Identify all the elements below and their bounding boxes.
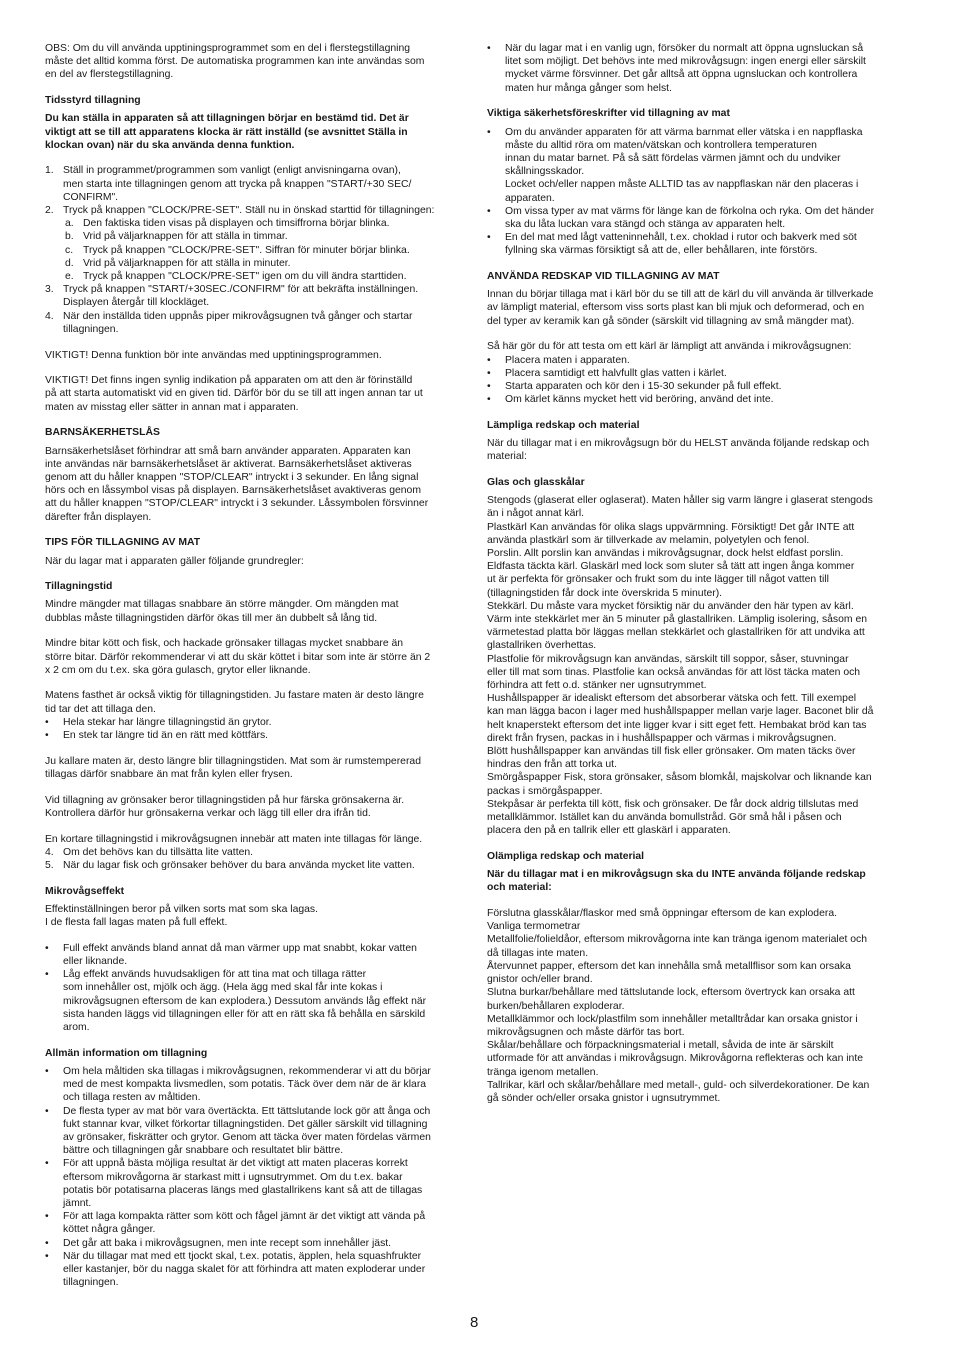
important-note-1: VIKTIGT! Denna funktion bör inte användas med upptiningsprogrammen. xyxy=(45,349,382,361)
numbered-item xyxy=(45,204,469,217)
list-item-text: Starta apparaten och kör den i 15-30 sekunder på full effekt. xyxy=(505,380,782,392)
list-item xyxy=(45,716,469,729)
item-number: 5. xyxy=(45,859,54,871)
unsuitable-heading: Olämpliga redskap och material xyxy=(487,850,645,862)
list-item-text: En stek tar längre tid än en rätt med köttfärs. xyxy=(63,730,269,742)
utensils-heading: ANVÄNDA REDSKAP VID TILLAGNING AV MAT xyxy=(487,271,720,283)
bullet-marker: • xyxy=(45,730,49,742)
bullet-marker: • xyxy=(487,367,491,379)
power-bullets xyxy=(45,942,469,1034)
timed-cooking-heading: Tidsstyrd tillagning xyxy=(45,95,141,107)
power-heading: Mikrovågseffekt xyxy=(45,885,125,897)
glass-heading: Glas och glasskålar xyxy=(487,476,585,488)
bullet-marker: • xyxy=(45,1211,49,1223)
oven-bullet-list xyxy=(487,42,911,95)
child-lock-text: Barnsäkerhetslåset förhindrar att små barn använder apparaten. Apparaten kan inte användas när barnsäkerhetslåset är aktiverat. Barnsäkerhetslåset aktiveras genom att du håller knappen "STOP/CLEAR" intryckt i 3 sekunder. En lång signal hörs och en låssymbol visas på displayen. Barnsäkerhetslåset avaktiveras genom att du håller knappen "STOP/CLEAR" intryckt i 3 sekunder. Låssymbolen försvinner därefter från displayen. xyxy=(45,445,429,523)
list-item-text: De flesta typer av mat bör vara övertäckta. Ett tättslutande lock gör att ånga och fukt stannar kvar, vilket förkortar tillagningstiden. Det gäller särskilt vid tillagning av grönsaker, fiskrätter och grytor. Genom att täcka över maten fördelas värmen bättre och tillagningen går snabbare och resultatet blir bättre. xyxy=(63,1105,431,1157)
cooking-time-p5: Vid tillagning av grönsaker beror tillagningstiden på hur färska grönsakerna är. Kontrollera därför hur grönsakerna verkar och lägg till eller dra ifrån tid. xyxy=(45,794,405,819)
important-note-2: VIKTIGT! Det finns ingen synlig indikation på apparaten om att den är förinställd på att starta automatiskt vid en given tid. Därför bör du se till att ingen annan tar ut maten av misstag eller sätter in annan mat i apparaten. xyxy=(45,375,423,413)
numbered-item xyxy=(45,230,469,243)
list-item-text: När du lagar mat i en vanlig ugn, försöker du normalt att öppna ugnsluckan så litet som möjligt. Det behövs inte med mikrovågsugn: ingen energi eller särskilt mycket värme försvinner. Det går alltså att öppna ugnsluckan och kontrollera maten hur många gånger som helst. xyxy=(505,43,866,94)
cooking-time-p3: Matens fasthet är också viktig för tillagningstiden. Ju fastare maten är desto längre tid tar det att tillaga den. xyxy=(45,690,424,715)
list-item xyxy=(487,393,911,406)
item-number: 4. xyxy=(45,846,54,858)
item-number: 2. xyxy=(45,205,54,217)
cooking-time-numbered xyxy=(45,846,469,872)
item-number: b. xyxy=(65,231,74,243)
numbered-item-text: Tryck på knappen "CLOCK/PRE-SET" igen om du vill ändra starttiden. xyxy=(83,271,407,283)
cooking-time-heading: Tillagningstid xyxy=(45,581,113,593)
list-item-text: Hela stekar har längre tillagningstid än grytor. xyxy=(63,716,272,728)
child-lock-heading: BARNSÄKERHETSLÅS xyxy=(45,427,160,439)
list-item xyxy=(45,1105,469,1158)
right-column xyxy=(487,42,911,1118)
item-number: 1. xyxy=(45,165,54,177)
item-number: c. xyxy=(65,244,74,256)
general-info-bullets xyxy=(45,1065,469,1289)
numbered-item xyxy=(45,859,469,872)
numbered-item-text: Tryck på knappen "CLOCK/PRE-SET". Siffran för minuter börjar blinka. xyxy=(83,244,410,256)
glass-text: Stengods (glaserat eller oglaserat). Maten håller sig varm längre i glaserat stengods än i något annat kärl. Plastkärl Kan användas för olika slags uppvärmning. Försiktigt! Det går INTE att använda plastkärl som är tillverkade av melamin, polyetylen och fenol. Porslin. Allt porslin kan användas i mikrovågsugnar, dock helst eldfast porslin. Eldfasta täckta kärl. Glaskärl med lock som sluter så tätt att ingen ånga kommer ut är perfekta för grönsaker och frukt som du inte lägger till något vatten till (tillagningstiden får dock inte överskrida 5 minuter). Stekkärl. Du måste vara mycket försiktig när du använder den här typen av kärl. Värm inte stekkärlet mer än 5 minuter på glastallriken. Lämplig isolering, såsom en värmetestad platta bör läggas mellan stekkärlet och glastallriken för att undvika att glastallriken överhettas. Plastfolie för mikrovågsugn kan användas, särskilt till soppor, såser, stuvningar eller till mat som tinas. Plastfolie kan också användas för att löst täcka maten och förhindra att fett o.d. stänker ner ugnsutrymmet. Hushållspapper är idealiskt eftersom det absorberar vätska och fett. Till exempel kan man lägga bacon i lager med hushållspapper mellan varje lager. Baconet blir då helt knaperstekt eftersom det inte ligger kvar i sitt eget fett. Hembakat bröd kan tas direkt från frysen, packas in i hushållspapper och värmas i mikrovågsugnen. Blött hushållspapper kan användas till fisk eller grönsaker. Om maten täcks över hindras den från att torka ut. Smörgåspapper Fisk, stora grönsaker, såsom blomkål, majskolvar och liknande kan packas i smörgåspapper. Stekpåsar är perfekta till kött, fisk och grönsaker. De får dock aldrig tillslutas med metallklämmor. Istället kan du använda bomullstråd. Gör små hål i påsen och placera den på en tallrik eller ett glaskärl i apparaten. xyxy=(487,495,874,837)
bullet-marker: • xyxy=(45,1237,49,1249)
list-item xyxy=(45,1210,469,1236)
numbered-item-text: Vrid på väljarknappen för att ställa in minuter. xyxy=(83,257,291,269)
list-item-text: Om kärlet känns mycket hett vid beröring, använd det inte. xyxy=(505,394,774,406)
list-item xyxy=(487,354,911,367)
safety-bullets xyxy=(487,126,911,258)
numbered-item xyxy=(45,310,469,336)
bullet-marker: • xyxy=(487,232,491,244)
bullet-marker: • xyxy=(45,1158,49,1170)
list-item-text: Om vissa typer av mat värms för länge kan de förkolna och ryka. Om det händer ska du låta luckan vara stängd och stänga av apparaten helt. xyxy=(505,205,875,230)
cooking-time-p1: Mindre mängder mat tillagas snabbare än större mängder. Om mängden mat dubblas måste tillagningstiden därför ökas till mer än dubbelt så lång tid. xyxy=(45,599,399,624)
left-column xyxy=(45,42,469,1302)
list-item-text: En del mat med lågt vatteninnehåll, t.ex. choklad i rutor och bakverk med söt fyllning ska värmas försiktigt så att de, eller behållaren, inte förstörs. xyxy=(505,232,857,257)
numbered-item-text: Tryck på knappen "CLOCK/PRE-SET". Ställ nu in önskad starttid för tillagningen: xyxy=(63,205,435,217)
numbered-item-text: Tryck på knappen "START/+30SEC./CONFIRM" för att bekräfta inställningen. Displayen återgår till klockläget. xyxy=(63,284,419,309)
numbered-item xyxy=(45,846,469,859)
bullet-marker: • xyxy=(487,126,491,138)
cooking-time-p2: Mindre bitar kött och fisk, och hackade grönsaker tillagas mycket snabbare än större bitar. Därför rekommenderar vi att du skär köttet i bitar som inte är större än 2 x 2 cm om du t.ex. ska göra gulasch, grytor eller liknande. xyxy=(45,638,431,676)
list-item-text: Om du använder apparaten för att värma barnmat eller vätska i en nappflaska måste du alltid röra om maten/vätskan och kontrollera temperaturen innan du matar barnet. På så sätt fördelas värmen jämnt och du undviker skållningsskador. Locket och/eller nappen måste ALLTID tas av nappflaskan när den placeras i apparaten. xyxy=(505,126,863,204)
bullet-marker: • xyxy=(487,380,491,392)
list-item-text: När du tillagar mat med ett tjockt skal, t.ex. potatis, äpplen, hela squashfrukter eller kastanjer, bör du nagga skalet för att förhindra att maten exploderar under tillagningen. xyxy=(63,1250,426,1289)
list-item-text: För att uppnå bästa möjliga resultat är det viktigt att maten placeras korrekt eftersom mikrovågorna är starkast mitt i ugnsutrymmet. Om du t.ex. bakar potatis bör potatisarna placeras längs med glastallrikens kant så att de tillagas jämnt. xyxy=(63,1158,423,1209)
list-item xyxy=(45,1250,469,1290)
bullet-marker: • xyxy=(487,394,491,406)
bullet-marker: • xyxy=(45,1250,49,1262)
list-item-text: Full effekt används bland annat då man värmer upp mat snabbt, kokar vatten eller liknande. xyxy=(63,942,417,967)
list-item xyxy=(487,380,911,393)
list-item xyxy=(45,968,469,1034)
bullet-marker: • xyxy=(487,354,491,366)
bullet-marker: • xyxy=(45,716,49,728)
bullet-marker: • xyxy=(45,1065,49,1077)
unsuitable-intro: När du tillagar mat i en mikrovågsugn ska du INTE använda följande redskap och material: xyxy=(487,869,866,894)
numbered-item-text: När du lagar fisk och grönsaker behöver du bara använda mycket lite vatten. xyxy=(63,859,415,871)
utensils-p1: Innan du börjar tillaga mat i kärl bör du se till att de kärl du vill använda är tillverkade av lämpligt material, eftersom viss sorts plast kan bli mjuk och deformerad, och en del typer av keramik kan gå sönder (särskilt vid tillagning av små mängder mat). xyxy=(487,289,874,327)
utensils-p2: Så här gör du för att testa om ett kärl är lämpligt att använda i mikrovågsugnen: xyxy=(487,341,852,353)
list-item xyxy=(45,942,469,968)
item-number: a. xyxy=(65,218,74,230)
numbered-item-text: Ställ in programmet/programmen som vanligt (enligt anvisningarna ovan), men starta inte tillagningen genom att trycka på knappen "START/+30 SEC/ CONFIRM". xyxy=(63,165,412,203)
timed-cooking-intro: Du kan ställa in apparaten så att tillagningen börjar en bestämd tid. Det är viktigt att se till att apparatens klocka är rätt inställd (se avsnittet Ställa in klockan ovan) när du ska använda denna funktion. xyxy=(45,113,409,151)
bullet-marker: • xyxy=(487,205,491,217)
item-number: 3. xyxy=(45,284,54,296)
page-number: 8 xyxy=(470,1314,479,1331)
general-info-heading: Allmän information om tillagning xyxy=(45,1047,208,1059)
cooking-time-p6: En kortare tillagningstid i mikrovågsugnen innebär att maten inte tillagas för länge. xyxy=(45,833,423,845)
list-item-text: Det går att baka i mikrovågsugnen, men inte recept som innehåller jäst. xyxy=(63,1237,392,1249)
cooking-time-p4: Ju kallare maten är, desto längre blir tillagningstiden. Mat som är rumstempererad tillagas därför snabbare än mat från kylen eller frysen. xyxy=(45,755,421,780)
list-item xyxy=(487,205,911,231)
list-item xyxy=(45,1065,469,1105)
list-item xyxy=(487,42,911,95)
numbered-item xyxy=(45,164,469,204)
power-intro: Effektinställningen beror på vilken sorts mat som ska lagas. I de flesta fall lagas maten på full effekt. xyxy=(45,903,318,929)
list-item-text: Placera samtidigt ett halvfullt glas vatten i kärlet. xyxy=(505,367,727,379)
utensil-test-bullets xyxy=(487,354,911,407)
list-item-text: Placera maten i apparaten. xyxy=(505,354,630,366)
numbered-item xyxy=(45,270,469,283)
tips-heading: TIPS FÖR TILLAGNING AV MAT xyxy=(45,537,201,549)
numbered-item-text: Om det behövs kan du tillsätta lite vatten. xyxy=(63,846,254,858)
list-item xyxy=(45,1157,469,1210)
item-number: 4. xyxy=(45,310,54,322)
list-item xyxy=(487,126,911,205)
bullet-marker: • xyxy=(45,1105,49,1117)
bullet-marker: • xyxy=(487,43,491,54)
bullet-marker: • xyxy=(45,942,49,954)
bullet-marker: • xyxy=(45,969,49,981)
tips-intro: När du lagar mat i apparaten gäller följande grundregler: xyxy=(45,555,304,567)
numbered-item xyxy=(45,217,469,230)
list-item-text: För att laga kompakta rätter som kött och fågel jämnt är det viktigt att vända på köttet några gånger. xyxy=(63,1211,426,1236)
list-item xyxy=(45,1237,469,1250)
list-item xyxy=(487,367,911,380)
list-item xyxy=(487,231,911,257)
numbered-item-text: Vrid på väljarknappen för att ställa in timmar. xyxy=(83,231,288,243)
numbered-item-text: Den faktiska tiden visas på displayen och timsiffrorna börjar blinka. xyxy=(83,218,390,230)
numbered-item xyxy=(45,283,469,309)
timed-cooking-steps xyxy=(45,164,469,336)
numbered-item-text: När den inställda tiden uppnås piper mikrovågsugnen två gånger och startar tillagningen. xyxy=(63,310,413,335)
list-item xyxy=(45,729,469,742)
suitable-intro: När du tillagar mat i en mikrovågsugn bör du HELST använda följande redskap och material: xyxy=(487,438,870,463)
numbered-item xyxy=(45,257,469,270)
cooking-time-bullets xyxy=(45,716,469,742)
intro-note: OBS: Om du vill använda upptiningsprogrammet som en del i flerstegstillagning måste det alltid komma först. De automatiska programmen kan inte användas som en del av flerstegstillagning. xyxy=(45,43,425,81)
numbered-item xyxy=(45,244,469,257)
safety-heading: Viktiga säkerhetsföreskrifter vid tillagning av mat xyxy=(487,108,730,120)
item-number: e. xyxy=(65,271,74,283)
item-number: d. xyxy=(65,257,74,269)
list-item-text: Om hela måltiden ska tillagas i mikrovågsugnen, rekommenderar vi att du börjar med de mest kompakta livsmedlen, som potatis. Täck över dem när de är klara och tillaga resten av måltiden. xyxy=(63,1065,431,1104)
suitable-heading: Lämpliga redskap och material xyxy=(487,419,640,431)
list-item-text: Låg effekt används huvudsakligen för att tina mat och tillaga rätter som innehåller ost, mjölk och ägg. (Hela ägg med skal får inte kokas i mikrovågsugnen eftersom de kan explodera.) Dessutom används låg effekt när sista handen läggs vid tillagningen eller för att en rätt ska få behålla en särskild arom. xyxy=(63,969,427,1033)
unsuitable-text: Förslutna glasskålar/flaskor med små öppningar eftersom de kan explodera. Vanliga termometrar Metallfolie/folieldåor, eftersom mikrovågorna inte kan tränga igenom materialet och då tillagas inte maten. Återvunnet papper, eftersom det kan innehålla små metallflisor som kan orsaka gnistor och/eller brand. Slutna burkar/behållare med tättslutande lock, eftersom övertryck kan orsaka att burken/behållaren exploderar. Metallklämmor och lock/plastfilm som innehåller metalltrådar kan orsaka gnistor i mikrovågsugnen och måste därför tas bort. Skålar/behållare och förpackningsmaterial i metall, såvida de inte är särskilt utformade för att användas i mikrovågsugn. Mikrovågorna reflekteras och kan inte tränga igenom metallen. Tallrikar, kärl och skålar/behållare med metall-, guld- och silverdekorationer. De kan gå sönder och/eller orsaka gnistor i ugnsutrymmet. xyxy=(487,908,870,1104)
